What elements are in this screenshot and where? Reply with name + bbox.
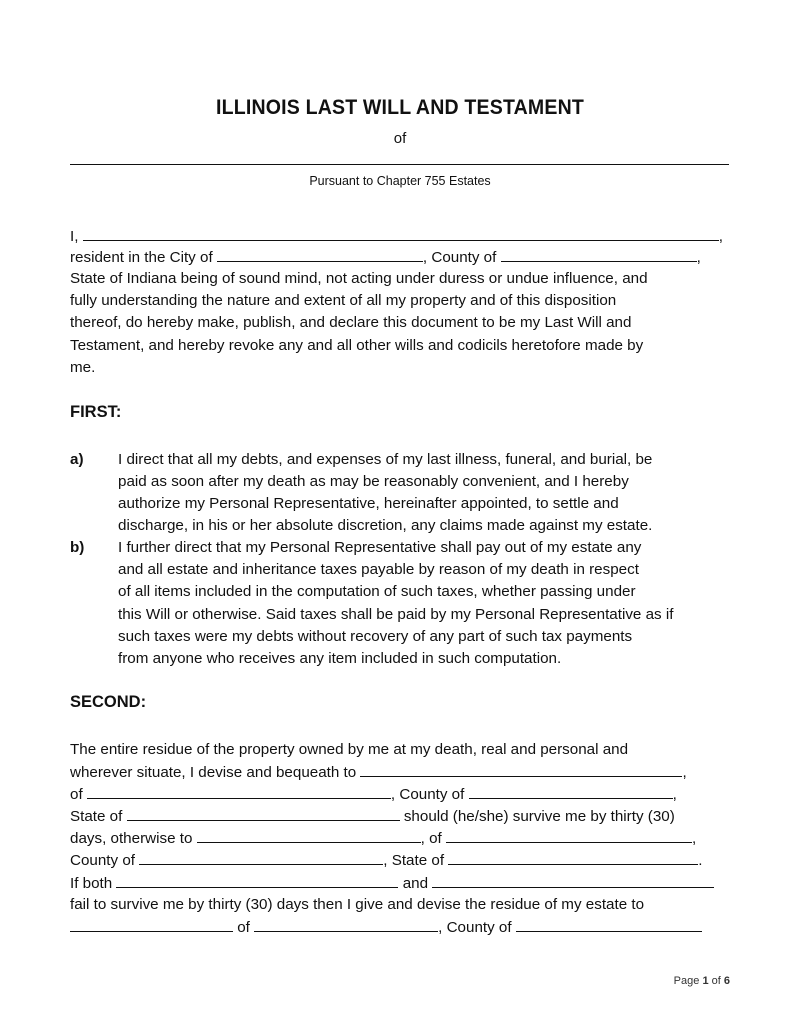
intro-line-1: I, ,: [70, 225, 730, 247]
item-b-line: and all estate and inheritance taxes payable by reason of my death in respect: [118, 561, 639, 578]
first-heading: FIRST:: [70, 403, 122, 421]
testator-name-line[interactable]: [70, 164, 729, 165]
item-b-line: such taxes were my debts without recovery of any part of such tax payments: [118, 628, 633, 645]
item-a-line: authorize my Personal Representative, hereinafter appointed, to settle and: [118, 495, 619, 512]
residue-city-field[interactable]: [254, 916, 438, 932]
document-title: ILLINOIS LAST WILL AND TESTAMENT: [216, 96, 584, 119]
intro-i: I,: [70, 228, 79, 245]
title-of: of: [393, 130, 407, 147]
intro-line-6: Testament, and hereby revoke any and all other wills and codicils heretofore made by: [70, 337, 644, 354]
second-line-8: fail to survive me by thirty (30) days then I give and devise the residue of my estate to: [70, 896, 645, 913]
second-line-9: of , County of: [70, 916, 730, 938]
pursuant-subtitle: Pursuant to Chapter 755 Estates: [309, 174, 491, 188]
beneficiary-city-field[interactable]: [87, 783, 391, 799]
residue-county-field[interactable]: [516, 916, 702, 932]
second-line-6: County of , State of .: [70, 849, 730, 871]
both-first-field[interactable]: [116, 872, 398, 888]
intro-line-7: me.: [70, 359, 96, 376]
intro-line-2: resident in the City of , County of ,: [70, 246, 730, 268]
item-a-line: paid as soon after my death as may be reasonably convenient, and I hereby: [118, 473, 629, 490]
item-b-line: of all items included in the computation of such taxes, whether passing under: [118, 583, 636, 600]
both-second-field[interactable]: [432, 872, 714, 888]
alternate-city-field[interactable]: [446, 827, 692, 843]
beneficiary-county-field[interactable]: [469, 783, 673, 799]
beneficiary-name-field[interactable]: [360, 761, 682, 777]
intro-line-3: State of Indiana being of sound mind, not acting under duress or undue influence, and: [70, 270, 648, 287]
intro-line-4: fully understanding the nature and extent of all my property and of this disposition: [70, 292, 617, 309]
second-line-3: of , County of ,: [70, 783, 730, 805]
second-line-2: wherever situate, I devise and bequeath to ,: [70, 761, 730, 783]
city-field[interactable]: [217, 246, 423, 262]
residue-beneficiary-field[interactable]: [70, 916, 233, 932]
page-number: Page 1 of 6: [673, 975, 730, 987]
item-b-line: from anyone who receives any item included in such computation.: [118, 650, 562, 667]
alternate-county-field[interactable]: [139, 849, 383, 865]
item-a-line: I direct that all my debts, and expenses of my last illness, funeral, and burial, be: [118, 451, 653, 468]
alternate-state-field[interactable]: [448, 849, 698, 865]
item-a-line: discharge, in his or her absolute discretion, any claims made against my estate.: [118, 517, 653, 534]
item-b-line: this Will or otherwise. Said taxes shall be paid by my Personal Representative as if: [118, 606, 674, 623]
second-line-1: The entire residue of the property owned by me at my death, real and personal and: [70, 741, 629, 758]
beneficiary-state-field[interactable]: [127, 805, 400, 821]
testator-name-field[interactable]: [83, 225, 719, 241]
county-field[interactable]: [501, 246, 697, 262]
item-b-label: b): [70, 539, 85, 556]
intro-line-5: thereof, do hereby make, publish, and declare this document to be my Last Will and: [70, 314, 632, 331]
item-a-label: a): [70, 451, 84, 468]
second-line-5: days, otherwise to , of ,: [70, 827, 730, 849]
item-b-line: I further direct that my Personal Representative shall pay out of my estate any: [118, 539, 642, 556]
second-line-7: If both and: [70, 872, 730, 894]
second-line-4: State of should (he/she) survive me by thirty (30): [70, 805, 730, 827]
second-heading: SECOND:: [70, 693, 147, 711]
alternate-beneficiary-field[interactable]: [197, 827, 421, 843]
